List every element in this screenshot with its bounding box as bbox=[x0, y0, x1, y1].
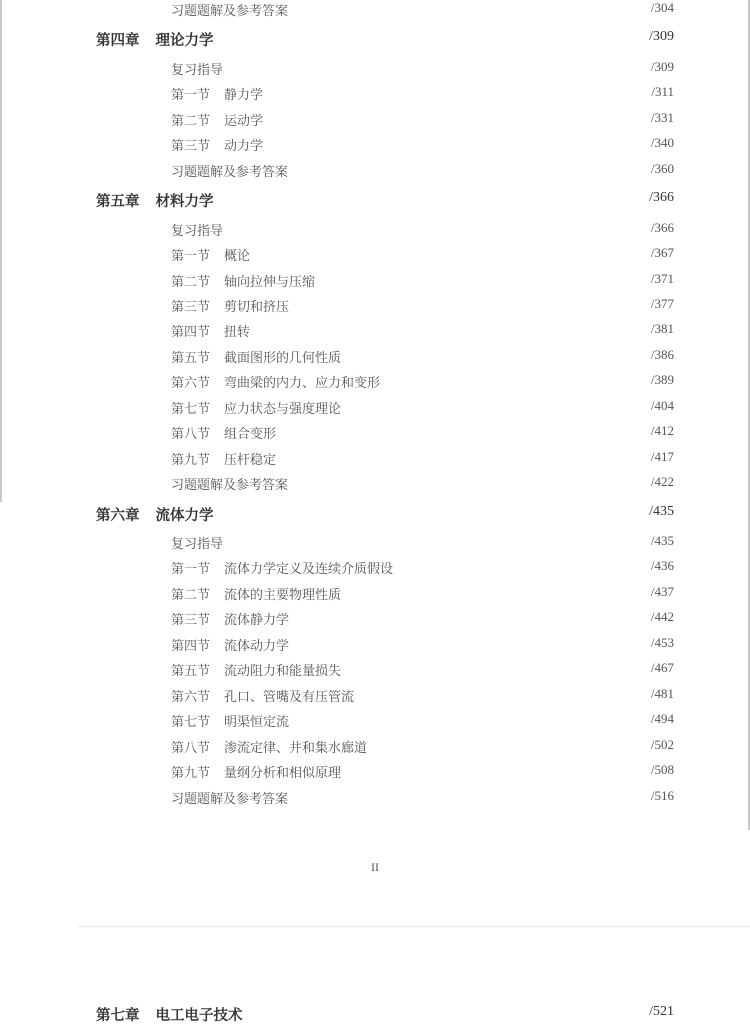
toc-entry-label: 第八节 bbox=[171, 427, 211, 443]
toc-entry-label: 第三节 bbox=[171, 139, 211, 155]
toc-section-row[interactable] bbox=[0, 533, 750, 555]
toc-entry-label: 第二节 bbox=[171, 587, 211, 603]
toc-section-title bbox=[171, 84, 263, 103]
toc-section-title bbox=[171, 660, 341, 679]
toc-entry-page: /340 bbox=[650, 135, 674, 151]
toc-entry-page: /422 bbox=[650, 474, 674, 490]
toc-section-row[interactable] bbox=[0, 788, 750, 810]
toc-entry-text: 习题题解及参考答案 bbox=[171, 4, 289, 19]
toc-entry-page: /367 bbox=[650, 245, 674, 261]
toc-section-title bbox=[171, 737, 367, 756]
toc-chapter-title bbox=[96, 29, 214, 50]
toc-entry-page: /366 bbox=[649, 190, 674, 206]
toc-section-row[interactable] bbox=[0, 711, 750, 733]
toc-entry-page: /494 bbox=[650, 711, 674, 727]
toc-section-row[interactable] bbox=[0, 59, 750, 81]
toc-entry-label: 第六节 bbox=[171, 376, 211, 392]
toc-chapter-row[interactable] bbox=[0, 504, 750, 526]
toc-chapter-row[interactable] bbox=[0, 29, 750, 51]
toc-entry-text: 剪切和挤压 bbox=[224, 299, 290, 315]
toc-entry-page: /386 bbox=[650, 346, 674, 362]
toc-entry-page: /309 bbox=[650, 58, 674, 74]
toc-entry-label: 第三节 bbox=[171, 613, 211, 629]
toc-entry-page: /442 bbox=[650, 609, 674, 625]
toc-section-row[interactable] bbox=[0, 110, 750, 132]
toc-section-title bbox=[171, 533, 223, 552]
toc-entry-page: /516 bbox=[650, 787, 674, 803]
toc-section-row[interactable] bbox=[0, 423, 750, 445]
toc-entry-page: /467 bbox=[650, 660, 674, 676]
toc-section-row[interactable] bbox=[0, 245, 750, 267]
toc-entry-text: 组合变形 bbox=[224, 427, 277, 443]
toc-entry-label: 第四节 bbox=[171, 325, 211, 341]
toc-entry-page: /309 bbox=[649, 29, 674, 45]
toc-entry-text: 流体的主要物理性质 bbox=[224, 587, 342, 603]
toc-entry-page: /502 bbox=[650, 736, 674, 752]
toc-section-title bbox=[171, 558, 393, 577]
toc-entry-text: 流体力学定义及连续介质假设 bbox=[224, 562, 394, 578]
toc-entry-page: /381 bbox=[650, 321, 674, 337]
toc-entry-page: /377 bbox=[650, 295, 674, 311]
next-page-chapter-title: 第七章 电工电子技术 bbox=[96, 1007, 243, 1024]
toc-section-title bbox=[171, 0, 288, 19]
toc-entry-text: 流体动力学 bbox=[224, 638, 290, 654]
toc-section-title bbox=[171, 609, 289, 628]
toc-entry-text: 习题题解及参考答案 bbox=[171, 478, 289, 494]
toc-section-row[interactable] bbox=[0, 398, 750, 420]
toc-section-row[interactable] bbox=[0, 635, 750, 657]
toc-section-row[interactable] bbox=[0, 135, 750, 157]
toc-section-title bbox=[171, 686, 354, 705]
toc-entry-label: 第五章 bbox=[96, 193, 140, 211]
toc-section-title bbox=[171, 271, 315, 290]
page-number: II bbox=[371, 860, 379, 874]
toc-entry-label: 第六节 bbox=[171, 689, 211, 705]
toc-section-title bbox=[171, 135, 263, 154]
toc-entry-page: /389 bbox=[650, 372, 674, 388]
toc-entry-page: /435 bbox=[649, 503, 674, 519]
toc-section-row[interactable] bbox=[0, 474, 750, 496]
toc-entry-label: 第五节 bbox=[171, 664, 211, 680]
toc-entry-text: 压杆稳定 bbox=[224, 452, 277, 468]
toc-entry-text: 概论 bbox=[224, 249, 251, 265]
toc-entry-text: 量纲分析和相似原理 bbox=[224, 766, 342, 782]
toc-entry-page: /417 bbox=[650, 448, 674, 464]
toc-section-title bbox=[171, 584, 341, 603]
toc-entry-text: 流动阻力和能量损失 bbox=[224, 664, 342, 680]
toc-entry-text: 应力状态与强度理论 bbox=[224, 401, 342, 417]
toc-entry-page: /331 bbox=[650, 109, 674, 125]
toc-entry-page: /508 bbox=[650, 762, 674, 778]
toc-entry-label: 第七节 bbox=[171, 715, 211, 731]
toc-section-title bbox=[171, 296, 289, 315]
toc-section-row[interactable] bbox=[0, 660, 750, 682]
toc-section-row[interactable] bbox=[0, 84, 750, 106]
toc-entry-label: 第七节 bbox=[171, 401, 211, 417]
toc-section-title bbox=[171, 59, 223, 78]
toc-entry-text: 复习指导 bbox=[171, 62, 224, 78]
toc-section-row[interactable] bbox=[0, 737, 750, 759]
toc-section-title bbox=[171, 245, 250, 264]
page-separator bbox=[78, 926, 750, 927]
toc-entry-label: 第五节 bbox=[171, 350, 211, 366]
toc-entry-text: 轴向拉伸与压缩 bbox=[224, 274, 316, 290]
toc-section-title bbox=[171, 635, 289, 654]
toc-section-row[interactable] bbox=[0, 296, 750, 318]
toc-entry-text: 扭转 bbox=[224, 325, 251, 341]
toc-section-title bbox=[171, 449, 276, 468]
toc-section-title bbox=[171, 711, 289, 730]
toc-entry-page: /481 bbox=[650, 685, 674, 701]
toc-entry-page: /366 bbox=[650, 219, 674, 235]
toc-section-title bbox=[171, 321, 250, 340]
toc-entry-text: 流体力学 bbox=[155, 506, 214, 524]
toc-chapter-row[interactable] bbox=[0, 190, 750, 212]
toc-section-title bbox=[171, 788, 288, 807]
toc-entry-page: /435 bbox=[650, 533, 674, 548]
toc-section-row[interactable] bbox=[0, 0, 750, 22]
toc-entry-text: 静力学 bbox=[224, 88, 264, 104]
toc-entry-label: 第二节 bbox=[171, 274, 211, 290]
toc-section-title bbox=[171, 423, 276, 442]
toc-section-row[interactable] bbox=[0, 372, 750, 394]
toc-chapter-title bbox=[96, 190, 214, 211]
toc-entry-text: 流体静力学 bbox=[224, 613, 290, 629]
toc-entry-label: 第九节 bbox=[171, 452, 211, 468]
toc-entry-text: 截面图形的几何性质 bbox=[224, 350, 342, 366]
toc-entry-text: 复习指导 bbox=[171, 537, 224, 552]
toc-section-title bbox=[171, 762, 341, 781]
toc-section-row[interactable] bbox=[0, 220, 750, 242]
toc-section-title bbox=[171, 347, 341, 366]
toc-section-row[interactable] bbox=[0, 762, 750, 784]
toc-section-row[interactable] bbox=[0, 686, 750, 708]
toc-entry-page: /311 bbox=[651, 84, 674, 100]
toc-entry-label: 第二节 bbox=[171, 113, 211, 129]
toc-entry-page: /436 bbox=[650, 558, 674, 574]
toc-section-row[interactable] bbox=[0, 609, 750, 631]
toc-section-title bbox=[171, 220, 223, 239]
toc-section-title bbox=[171, 161, 288, 180]
toc-chapter-title bbox=[96, 504, 214, 525]
toc-section-row[interactable] bbox=[0, 271, 750, 293]
toc-entry-text: 渗流定律、井和集水廊道 bbox=[224, 740, 368, 756]
toc-entry-page: /412 bbox=[650, 423, 674, 439]
toc-section-row[interactable] bbox=[0, 347, 750, 369]
toc-entry-label: 第八节 bbox=[171, 740, 211, 756]
toc-entry-text: 运动学 bbox=[224, 113, 264, 129]
next-page-chapter-row bbox=[0, 1004, 750, 1024]
toc-entry-text: 复习指导 bbox=[171, 223, 224, 239]
toc-entry-text: 材料力学 bbox=[155, 193, 214, 211]
toc-section-title bbox=[171, 110, 263, 129]
toc-entry-page: /453 bbox=[650, 634, 674, 650]
toc-entry-label: 第四节 bbox=[171, 638, 211, 654]
toc-section-title bbox=[171, 372, 380, 391]
toc-entry-page: /360 bbox=[650, 160, 674, 176]
toc-section-row[interactable] bbox=[0, 161, 750, 183]
next-page-chapter-page: /521 bbox=[649, 1004, 674, 1019]
toc-section-row[interactable] bbox=[0, 558, 750, 580]
toc-entry-label: 第三节 bbox=[171, 299, 211, 315]
toc-entry-label: 第四章 bbox=[96, 32, 140, 50]
toc-entry-page: /437 bbox=[650, 583, 674, 599]
toc-entry-text: 孔口、管嘴及有压管流 bbox=[224, 689, 355, 705]
toc-entry-text: 明渠恒定流 bbox=[224, 715, 290, 731]
toc-section-row[interactable] bbox=[0, 321, 750, 343]
toc-section-title bbox=[171, 474, 288, 493]
toc-entry-label: 第六章 bbox=[96, 506, 140, 524]
toc-entry-label: 第一节 bbox=[171, 249, 211, 265]
toc-entry-label: 第九节 bbox=[171, 766, 211, 782]
toc-entry-label: 第一节 bbox=[171, 562, 211, 578]
toc-section-row[interactable] bbox=[0, 449, 750, 471]
toc-entry-page: /404 bbox=[650, 397, 674, 413]
toc-entry-text: 习题题解及参考答案 bbox=[171, 791, 289, 807]
toc-section-title bbox=[171, 398, 341, 417]
toc-entry-label: 第一节 bbox=[171, 88, 211, 104]
toc-entry-text: 习题题解及参考答案 bbox=[171, 164, 289, 180]
toc-entry-text: 理论力学 bbox=[155, 32, 214, 50]
toc-section-row[interactable] bbox=[0, 584, 750, 606]
toc-entry-text: 弯曲梁的内力、应力和变形 bbox=[224, 376, 381, 392]
toc-entry-page: /371 bbox=[650, 270, 674, 286]
toc-entry-text: 动力学 bbox=[224, 139, 264, 155]
toc-entry-page: /304 bbox=[650, 0, 674, 15]
